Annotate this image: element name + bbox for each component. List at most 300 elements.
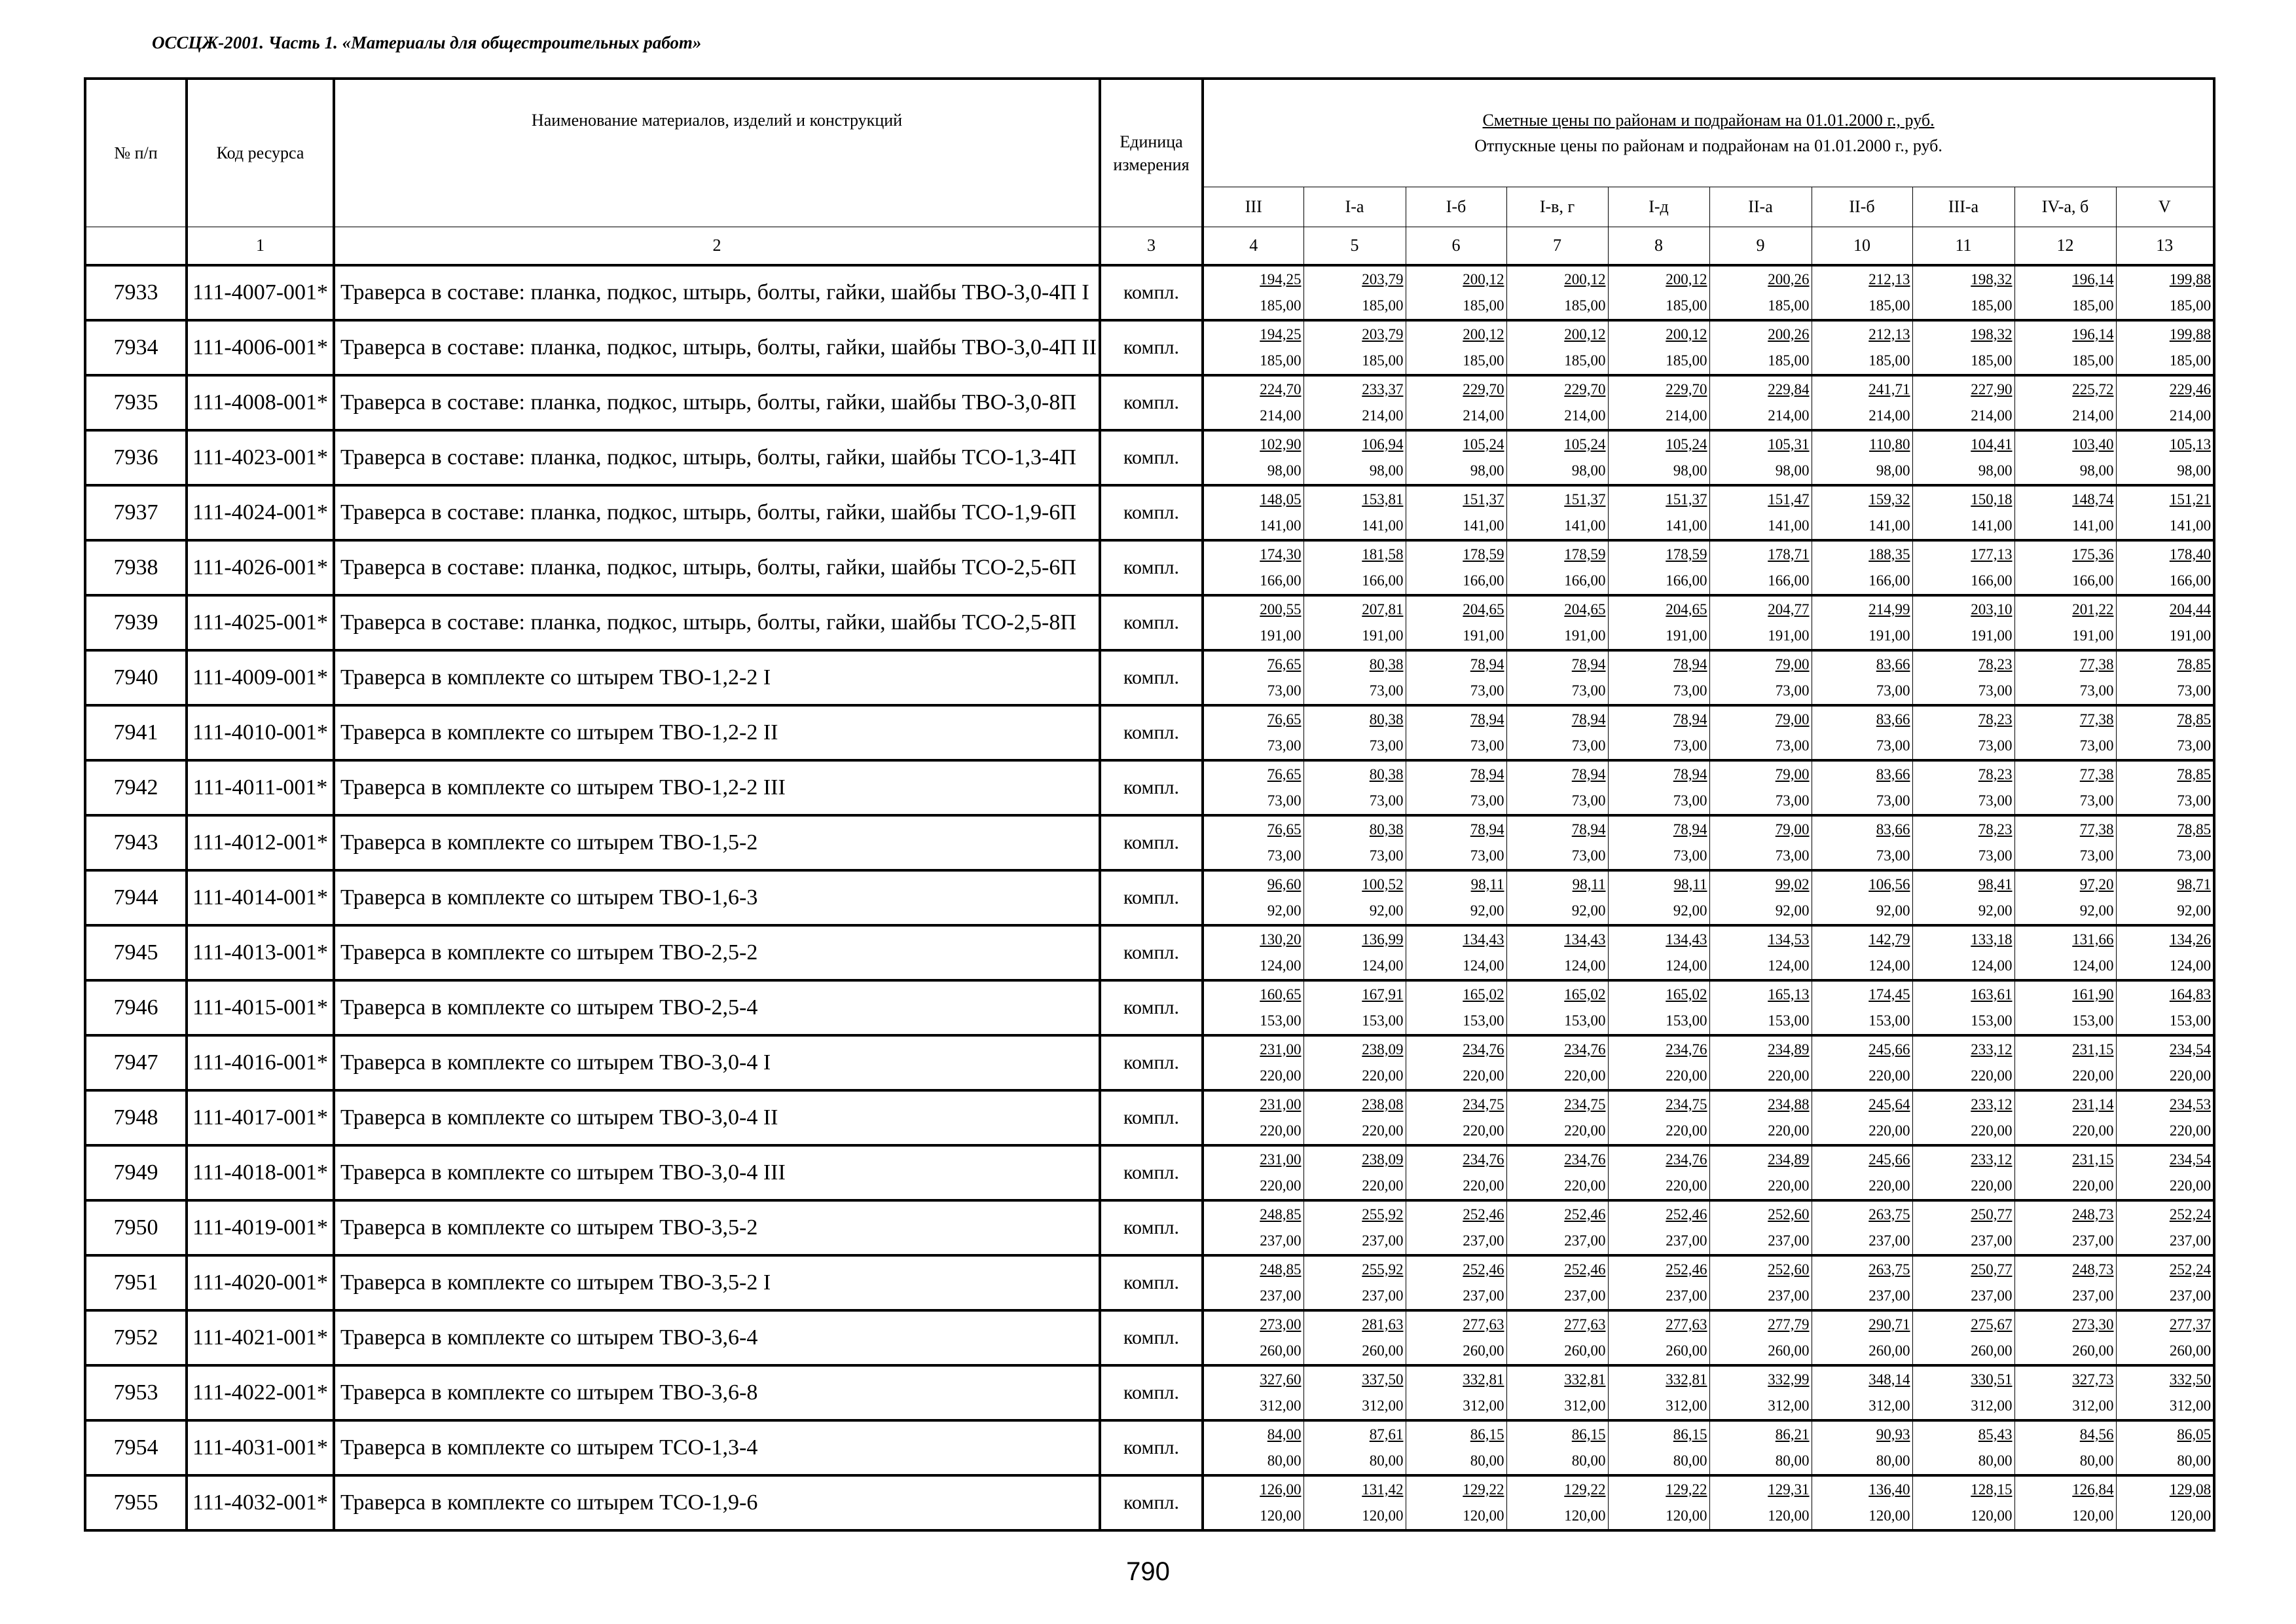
price-cell xyxy=(1608,540,1709,595)
release-price: 73,00 xyxy=(1978,792,2013,809)
price-cell xyxy=(1812,375,1912,430)
price-cell xyxy=(1506,1035,1608,1090)
release-price: 120,00 xyxy=(1362,1507,1404,1524)
estimate-price: 105,24 xyxy=(1666,435,1707,452)
release-price: 141,00 xyxy=(2072,517,2114,534)
estimate-price: 327,60 xyxy=(1260,1371,1302,1388)
release-price: 80,00 xyxy=(1876,1452,1910,1469)
price-cell xyxy=(1203,1145,1303,1200)
estimate-price: 234,54 xyxy=(2169,1151,2212,1168)
price-cell xyxy=(1303,705,1406,760)
estimate-price: 110,80 xyxy=(1869,435,1910,452)
estimate-price: 78,94 xyxy=(1470,766,1504,783)
header-row xyxy=(85,79,2214,187)
release-price: 220,00 xyxy=(2072,1122,2114,1139)
estimate-price: 77,38 xyxy=(2079,821,2114,838)
release-price: 153,00 xyxy=(1868,1012,1910,1029)
release-price: 92,00 xyxy=(1978,902,2013,919)
release-price: 98,00 xyxy=(1571,462,1606,479)
release-price: 185,00 xyxy=(1362,297,1404,314)
estimate-price: 200,12 xyxy=(1564,270,1606,287)
price-cell xyxy=(2116,1475,2214,1530)
price-cell xyxy=(2014,925,2116,980)
resource-code: 111-4010-001* xyxy=(187,705,334,760)
estimate-price: 151,37 xyxy=(1666,490,1707,507)
unit-of-measure: компл. xyxy=(1100,815,1203,870)
price-cell xyxy=(1203,980,1303,1035)
price-cell xyxy=(1709,430,1812,485)
table-row xyxy=(85,265,2214,320)
release-price: 237,00 xyxy=(1868,1287,1910,1304)
estimate-price: 98,71 xyxy=(2177,876,2212,893)
release-price: 237,00 xyxy=(2169,1287,2212,1304)
price-cell xyxy=(1406,1310,1506,1365)
price-cell xyxy=(1812,540,1912,595)
material-name: Траверса в составе: планка, подкос, штырь, болты, гайки, шайбы ТСО-1,9-6П xyxy=(334,485,1100,540)
price-cell xyxy=(1912,1420,2014,1475)
price-cell xyxy=(1608,1090,1709,1145)
estimate-price: 161,90 xyxy=(2072,986,2114,1003)
price-cell xyxy=(1406,540,1506,595)
release-price: 220,00 xyxy=(1768,1067,1810,1084)
estimate-price: 126,00 xyxy=(1260,1481,1302,1498)
price-cell xyxy=(1506,760,1608,815)
price-cell xyxy=(1912,540,2014,595)
release-price: 166,00 xyxy=(1666,572,1707,589)
release-price: 166,00 xyxy=(2169,572,2212,589)
price-cell xyxy=(2014,980,2116,1035)
release-price: 185,00 xyxy=(1362,352,1404,369)
release-price: 98,00 xyxy=(1775,462,1810,479)
row-number: 7933 xyxy=(85,265,187,320)
estimate-price: 225,72 xyxy=(2072,380,2114,397)
price-cell xyxy=(1812,980,1912,1035)
estimate-price: 204,65 xyxy=(1463,600,1504,618)
price-cell xyxy=(1812,1310,1912,1365)
estimate-price: 86,15 xyxy=(1470,1426,1504,1443)
estimate-price: 204,65 xyxy=(1564,600,1606,618)
estimate-price: 150,18 xyxy=(1971,490,2013,507)
resource-code: 111-4020-001* xyxy=(187,1255,334,1310)
estimate-price: 250,77 xyxy=(1971,1261,2013,1278)
release-price: 191,00 xyxy=(1564,627,1606,644)
zone-header: V xyxy=(2116,187,2214,227)
price-cell xyxy=(1506,650,1608,705)
estimate-price: 78,94 xyxy=(1571,710,1606,728)
release-price: 214,00 xyxy=(1564,407,1606,424)
header-unit: Единица измерения xyxy=(1100,79,1203,227)
release-price: 312,00 xyxy=(1362,1397,1404,1414)
release-price: 73,00 xyxy=(2177,737,2212,754)
price-cell xyxy=(1608,815,1709,870)
zone-header: I-а xyxy=(1303,187,1406,227)
price-cell xyxy=(1506,1420,1608,1475)
price-cell xyxy=(1203,265,1303,320)
estimate-price: 275,67 xyxy=(1971,1316,2013,1333)
table-row xyxy=(85,815,2214,870)
release-price: 124,00 xyxy=(1666,957,1707,974)
price-cell xyxy=(1203,1200,1303,1255)
table-row xyxy=(85,1200,2214,1255)
release-price: 312,00 xyxy=(1868,1397,1910,1414)
estimate-price: 134,43 xyxy=(1463,931,1504,948)
estimate-price: 194,25 xyxy=(1260,270,1302,287)
estimate-price: 86,21 xyxy=(1775,1426,1810,1443)
release-price: 220,00 xyxy=(1463,1122,1504,1139)
material-name: Траверса в комплекте со штырем ТСО-1,9-6 xyxy=(334,1475,1100,1530)
release-price: 166,00 xyxy=(1768,572,1810,589)
material-name: Траверса в составе: планка, подкос, штырь, болты, гайки, шайбы ТСО-2,5-6П xyxy=(334,540,1100,595)
price-cell xyxy=(1812,1365,1912,1420)
column-number: 1 xyxy=(187,227,334,265)
estimate-price: 234,76 xyxy=(1564,1151,1606,1168)
price-cell xyxy=(1203,760,1303,815)
estimate-price: 188,35 xyxy=(1868,545,1910,563)
estimate-price: 196,14 xyxy=(2072,325,2114,342)
estimate-price: 98,41 xyxy=(1978,876,2013,893)
estimate-price: 78,23 xyxy=(1978,710,2013,728)
estimate-price: 77,38 xyxy=(2079,710,2114,728)
release-price: 220,00 xyxy=(1564,1067,1606,1084)
resource-code: 111-4018-001* xyxy=(187,1145,334,1200)
row-number: 7942 xyxy=(85,760,187,815)
price-cell xyxy=(1709,485,1812,540)
estimate-price: 167,91 xyxy=(1362,986,1404,1003)
estimate-price: 105,31 xyxy=(1768,435,1810,452)
unit-of-measure: компл. xyxy=(1100,870,1203,925)
row-number: 7954 xyxy=(85,1420,187,1475)
price-cell xyxy=(2116,430,2214,485)
resource-code: 111-4021-001* xyxy=(187,1310,334,1365)
price-cell xyxy=(1709,980,1812,1035)
header-prices xyxy=(1203,79,2214,187)
release-price: 220,00 xyxy=(1463,1067,1504,1084)
estimate-price: 136,99 xyxy=(1362,931,1404,948)
price-cell xyxy=(2014,815,2116,870)
release-price: 73,00 xyxy=(1369,737,1404,754)
price-cell xyxy=(1203,815,1303,870)
price-cell xyxy=(1912,320,2014,375)
release-price: 220,00 xyxy=(1868,1122,1910,1139)
release-price: 237,00 xyxy=(1564,1287,1606,1304)
estimate-price: 229,70 xyxy=(1564,380,1606,397)
resource-code: 111-4024-001* xyxy=(187,485,334,540)
release-price: 92,00 xyxy=(1571,902,1606,919)
estimate-price: 165,02 xyxy=(1564,986,1606,1003)
release-price: 120,00 xyxy=(1768,1507,1810,1524)
price-cell xyxy=(2116,1420,2214,1475)
table-row xyxy=(85,540,2214,595)
price-cell xyxy=(1912,375,2014,430)
price-cell xyxy=(1912,1365,2014,1420)
estimate-price: 273,30 xyxy=(2072,1316,2114,1333)
estimate-price: 348,14 xyxy=(1868,1371,1910,1388)
estimate-price: 332,81 xyxy=(1666,1371,1707,1388)
release-price: 73,00 xyxy=(1267,682,1302,699)
price-cell xyxy=(1608,925,1709,980)
release-price: 312,00 xyxy=(2169,1397,2212,1414)
column-number: 6 xyxy=(1406,227,1506,265)
estimate-price: 148,05 xyxy=(1260,490,1302,507)
release-price: 73,00 xyxy=(1775,682,1810,699)
release-price: 191,00 xyxy=(1868,627,1910,644)
price-cell xyxy=(1203,925,1303,980)
price-cell xyxy=(1506,1475,1608,1530)
unit-of-measure: компл. xyxy=(1100,650,1203,705)
material-name: Траверса в комплекте со штырем ТВО-3,0-4 I xyxy=(334,1035,1100,1090)
estimate-price: 106,56 xyxy=(1868,876,1910,893)
price-cell xyxy=(1203,375,1303,430)
price-cell xyxy=(1812,1420,1912,1475)
estimate-price: 83,66 xyxy=(1876,655,1910,673)
price-cell xyxy=(1203,870,1303,925)
price-cell xyxy=(1709,595,1812,650)
estimate-price: 229,70 xyxy=(1463,380,1504,397)
release-price: 214,00 xyxy=(1868,407,1910,424)
price-cell xyxy=(1303,1200,1406,1255)
release-price: 220,00 xyxy=(1868,1177,1910,1194)
estimate-price: 200,12 xyxy=(1564,325,1606,342)
price-cell xyxy=(2116,870,2214,925)
estimate-price: 105,13 xyxy=(2169,435,2212,452)
price-cell xyxy=(1608,870,1709,925)
row-number: 7937 xyxy=(85,485,187,540)
price-cell xyxy=(1406,1200,1506,1255)
price-cell xyxy=(1406,815,1506,870)
price-cell xyxy=(1912,1310,2014,1365)
column-number: 2 xyxy=(334,227,1100,265)
release-price: 220,00 xyxy=(1666,1067,1707,1084)
price-cell xyxy=(1912,430,2014,485)
price-cell xyxy=(2014,1035,2116,1090)
release-price: 120,00 xyxy=(1666,1507,1707,1524)
price-cell xyxy=(1406,430,1506,485)
price-cell xyxy=(1203,320,1303,375)
price-cell xyxy=(1709,1365,1812,1420)
price-cell xyxy=(1303,1365,1406,1420)
column-number: 9 xyxy=(1709,227,1812,265)
estimate-price: 133,18 xyxy=(1971,931,2013,948)
price-cell xyxy=(1608,375,1709,430)
price-cell xyxy=(1608,430,1709,485)
estimate-price: 78,94 xyxy=(1470,655,1504,673)
estimate-price: 290,71 xyxy=(1868,1316,1910,1333)
price-cell xyxy=(1709,650,1812,705)
header-prices-estimate: Сметные цены по районам и подрайонам на 01.01.2000 г., руб. xyxy=(1482,111,1935,130)
price-cell xyxy=(2116,265,2214,320)
price-cell xyxy=(1812,595,1912,650)
price-cell xyxy=(2014,1420,2116,1475)
estimate-price: 231,14 xyxy=(2072,1096,2114,1113)
price-cell xyxy=(1303,1035,1406,1090)
unit-of-measure: компл. xyxy=(1100,595,1203,650)
row-number: 7943 xyxy=(85,815,187,870)
unit-of-measure: компл. xyxy=(1100,1255,1203,1310)
estimate-price: 128,15 xyxy=(1971,1481,2013,1498)
estimate-price: 151,37 xyxy=(1463,490,1504,507)
price-cell xyxy=(1506,320,1608,375)
release-price: 80,00 xyxy=(1571,1452,1606,1469)
estimate-price: 86,05 xyxy=(2177,1426,2212,1443)
resource-code: 111-4008-001* xyxy=(187,375,334,430)
price-cell xyxy=(1912,1255,2014,1310)
estimate-price: 78,94 xyxy=(1673,710,1707,728)
estimate-price: 238,09 xyxy=(1362,1151,1404,1168)
estimate-price: 252,60 xyxy=(1768,1206,1810,1223)
estimate-price: 203,10 xyxy=(1971,600,2013,618)
material-name: Траверса в составе: планка, подкос, штырь, болты, гайки, шайбы ТВО-3,0-4П II xyxy=(334,320,1100,375)
release-price: 80,00 xyxy=(1369,1452,1404,1469)
release-price: 98,00 xyxy=(1876,462,1910,479)
price-cell xyxy=(1303,650,1406,705)
estimate-price: 78,85 xyxy=(2177,655,2212,673)
release-price: 80,00 xyxy=(1470,1452,1504,1469)
row-number: 7949 xyxy=(85,1145,187,1200)
price-cell xyxy=(1709,1475,1812,1530)
release-price: 141,00 xyxy=(1971,517,2013,534)
estimate-price: 79,00 xyxy=(1775,710,1810,728)
material-name: Траверса в комплекте со штырем ТВО-2,5-4 xyxy=(334,980,1100,1035)
release-price: 237,00 xyxy=(1463,1287,1504,1304)
estimate-price: 151,47 xyxy=(1768,490,1810,507)
estimate-price: 178,59 xyxy=(1463,545,1504,563)
price-cell xyxy=(1812,650,1912,705)
price-cell xyxy=(1506,705,1608,760)
price-cell xyxy=(1812,760,1912,815)
estimate-price: 102,90 xyxy=(1260,435,1302,452)
release-price: 214,00 xyxy=(2169,407,2212,424)
column-number: 3 xyxy=(1100,227,1203,265)
release-price: 141,00 xyxy=(1666,517,1707,534)
release-price: 92,00 xyxy=(1775,902,1810,919)
row-number: 7950 xyxy=(85,1200,187,1255)
price-cell xyxy=(1406,595,1506,650)
release-price: 124,00 xyxy=(2072,957,2114,974)
column-number xyxy=(85,227,187,265)
estimate-price: 233,12 xyxy=(1971,1096,2013,1113)
release-price: 220,00 xyxy=(1971,1177,2013,1194)
price-cell xyxy=(2116,650,2214,705)
zone-header: II-б xyxy=(1812,187,1912,227)
page-number: 790 xyxy=(1126,1557,1170,1586)
estimate-price: 178,59 xyxy=(1666,545,1707,563)
release-price: 73,00 xyxy=(2177,847,2212,864)
estimate-price: 332,50 xyxy=(2169,1371,2212,1388)
row-number: 7940 xyxy=(85,650,187,705)
unit-of-measure: компл. xyxy=(1100,1365,1203,1420)
release-price: 220,00 xyxy=(2169,1177,2212,1194)
estimate-price: 129,08 xyxy=(2169,1481,2212,1498)
material-name: Траверса в комплекте со штырем ТВО-1,6-3 xyxy=(334,870,1100,925)
release-price: 153,00 xyxy=(2072,1012,2114,1029)
estimate-price: 78,85 xyxy=(2177,821,2212,838)
release-price: 185,00 xyxy=(1971,352,2013,369)
estimate-price: 104,41 xyxy=(1971,435,2013,452)
price-cell xyxy=(1203,540,1303,595)
estimate-price: 153,81 xyxy=(1362,490,1404,507)
unit-of-measure: компл. xyxy=(1100,375,1203,430)
release-price: 214,00 xyxy=(1971,407,2013,424)
release-price: 166,00 xyxy=(2072,572,2114,589)
release-price: 153,00 xyxy=(1666,1012,1707,1029)
price-cell xyxy=(1608,485,1709,540)
estimate-price: 134,43 xyxy=(1564,931,1606,948)
release-price: 73,00 xyxy=(1571,792,1606,809)
table-row xyxy=(85,650,2214,705)
release-price: 98,00 xyxy=(2177,462,2212,479)
resource-code: 111-4022-001* xyxy=(187,1365,334,1420)
estimate-price: 84,56 xyxy=(2079,1426,2114,1443)
release-price: 120,00 xyxy=(1260,1507,1302,1524)
price-cell xyxy=(1203,1365,1303,1420)
estimate-price: 78,94 xyxy=(1673,655,1707,673)
estimate-price: 200,55 xyxy=(1260,600,1302,618)
table-row xyxy=(85,320,2214,375)
estimate-price: 196,14 xyxy=(2072,270,2114,287)
release-price: 141,00 xyxy=(1868,517,1910,534)
estimate-price: 337,50 xyxy=(1362,1371,1404,1388)
unit-of-measure: компл. xyxy=(1100,1420,1203,1475)
release-price: 220,00 xyxy=(1564,1122,1606,1139)
price-cell xyxy=(1608,1420,1709,1475)
estimate-price: 163,61 xyxy=(1971,986,2013,1003)
estimate-price: 234,54 xyxy=(2169,1041,2212,1058)
price-cell xyxy=(1506,1145,1608,1200)
estimate-price: 199,88 xyxy=(2169,270,2212,287)
price-cell xyxy=(1303,1145,1406,1200)
estimate-price: 281,63 xyxy=(1362,1316,1404,1333)
estimate-price: 203,79 xyxy=(1362,325,1404,342)
estimate-price: 250,77 xyxy=(1971,1206,2013,1223)
release-price: 73,00 xyxy=(1673,682,1707,699)
estimate-price: 263,75 xyxy=(1868,1261,1910,1278)
release-price: 73,00 xyxy=(1978,682,2013,699)
material-name: Траверса в комплекте со штырем ТВО-3,6-4 xyxy=(334,1310,1100,1365)
row-number: 7952 xyxy=(85,1310,187,1365)
price-cell xyxy=(1709,1090,1812,1145)
release-price: 237,00 xyxy=(1868,1232,1910,1249)
row-number: 7947 xyxy=(85,1035,187,1090)
price-cell xyxy=(1912,760,2014,815)
estimate-price: 164,83 xyxy=(2169,986,2212,1003)
price-cell xyxy=(1406,485,1506,540)
release-price: 73,00 xyxy=(2079,682,2114,699)
estimate-price: 234,89 xyxy=(1768,1151,1810,1168)
unit-of-measure: компл. xyxy=(1100,265,1203,320)
price-cell xyxy=(1506,925,1608,980)
price-cell xyxy=(1406,870,1506,925)
estimate-price: 245,66 xyxy=(1868,1151,1910,1168)
estimate-price: 233,37 xyxy=(1362,380,1404,397)
estimate-price: 234,88 xyxy=(1768,1096,1810,1113)
release-price: 73,00 xyxy=(1673,792,1707,809)
estimate-price: 134,26 xyxy=(2169,931,2212,948)
price-cell xyxy=(1303,1420,1406,1475)
price-cell xyxy=(1406,1090,1506,1145)
price-cell xyxy=(1709,375,1812,430)
resource-code: 111-4012-001* xyxy=(187,815,334,870)
release-price: 312,00 xyxy=(2072,1397,2114,1414)
estimate-price: 277,63 xyxy=(1463,1316,1504,1333)
estimate-price: 79,00 xyxy=(1775,821,1810,838)
unit-of-measure: компл. xyxy=(1100,980,1203,1035)
estimate-price: 142,79 xyxy=(1868,931,1910,948)
price-cell xyxy=(1506,980,1608,1035)
price-cell xyxy=(1303,375,1406,430)
estimate-price: 78,94 xyxy=(1470,710,1504,728)
estimate-price: 248,85 xyxy=(1260,1261,1302,1278)
estimate-price: 129,31 xyxy=(1768,1481,1810,1498)
